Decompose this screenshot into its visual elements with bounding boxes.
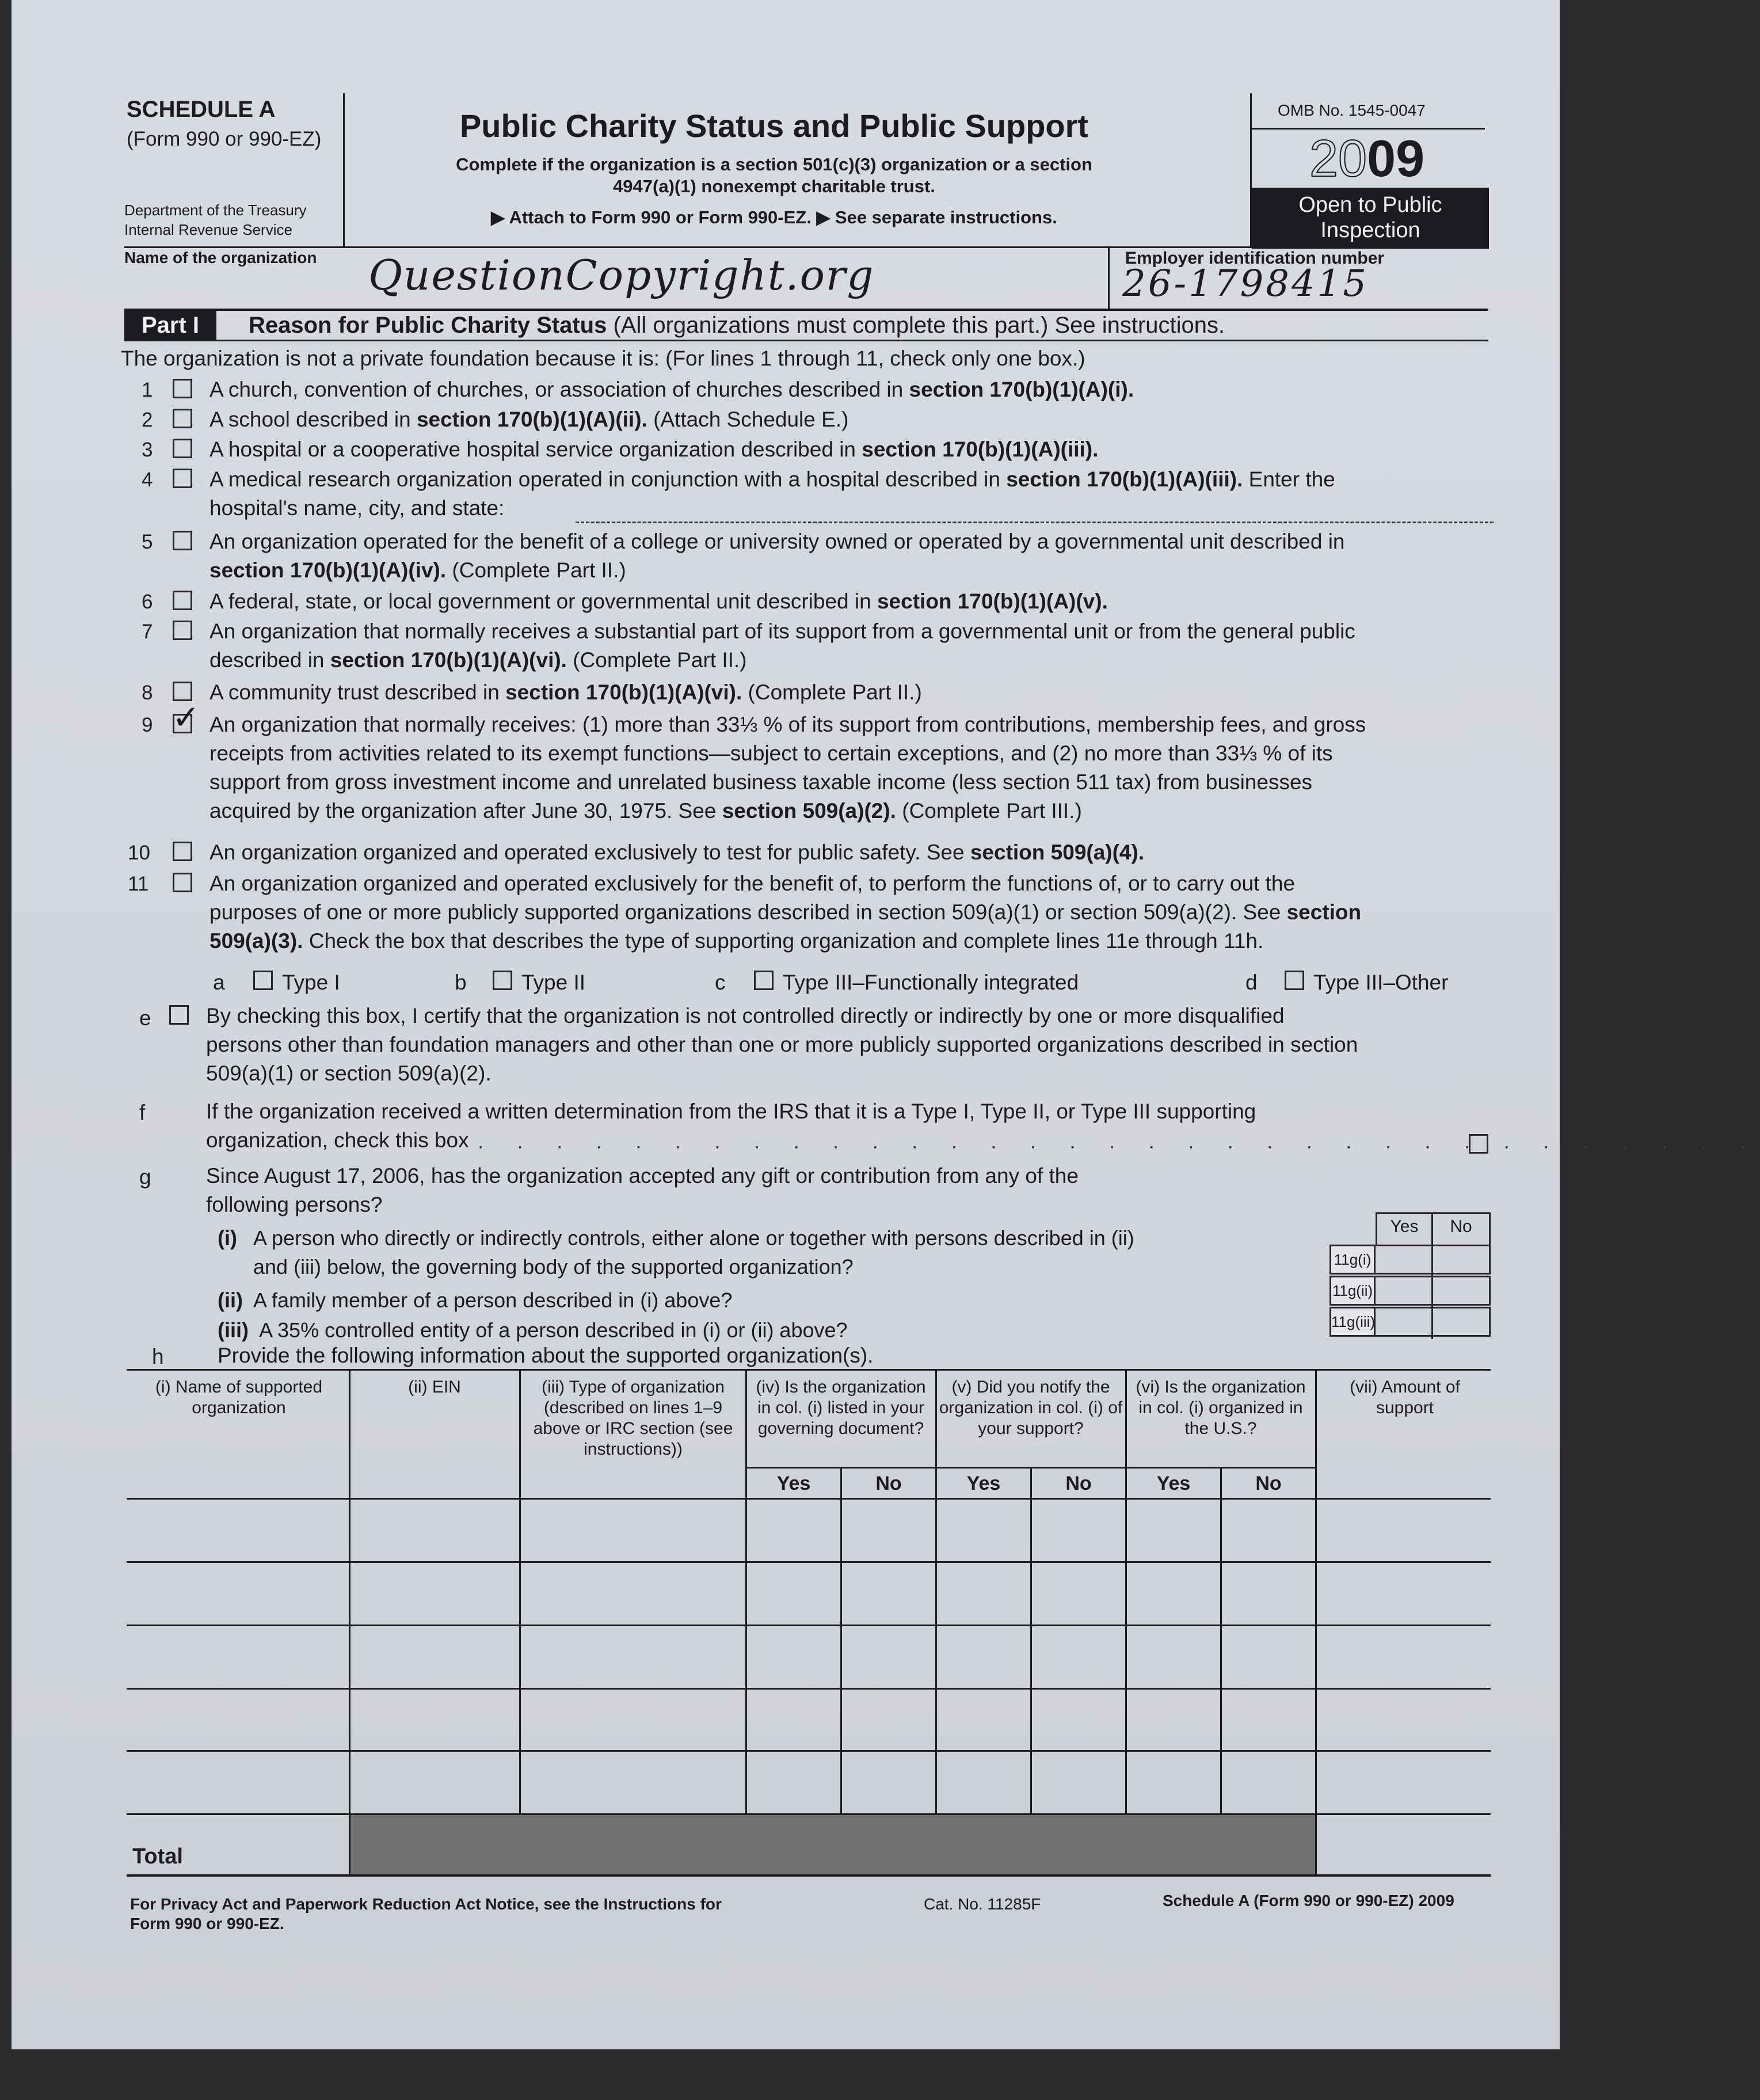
ein-divider — [1108, 246, 1110, 309]
table-row-rule-1 — [127, 1498, 1491, 1500]
attach-instruction: ▶ Attach to Form 990 or Form 990-EZ. ▶ See separate instructions. — [491, 207, 1057, 227]
type-b-label: Type II — [521, 971, 586, 994]
line-2-number: 2 — [142, 409, 153, 431]
line-4-text: A medical research organization operated in conjunction with a hospital described in section 170(b)(1)(A)(iii). Enter the — [209, 467, 1335, 491]
col-ii-header: (ii) EIN — [408, 1378, 461, 1397]
line-g-letter: g — [139, 1165, 151, 1189]
line-e-letter: e — [139, 1006, 151, 1030]
line-9-checkbox[interactable] — [172, 698, 200, 737]
line-10-number: 10 — [128, 842, 150, 864]
omb-number: OMB No. 1545-0047 — [1278, 101, 1426, 119]
tax-year — [1309, 130, 1424, 188]
col-i-header: (i) Name of supported organization — [155, 1378, 323, 1417]
line-8-text: A community trust described in section 170(b)(1)(A)(vi). (Complete Part II.) — [209, 680, 922, 704]
line-g-text-1: Since August 17, 2006, has the organization accepted any gift or contribution from any of the — [206, 1164, 1079, 1188]
table-vline-1 — [349, 1369, 351, 1874]
line-2-checkbox[interactable] — [173, 409, 192, 428]
irs-line: Internal Revenue Service — [124, 221, 292, 238]
total-row-shading — [351, 1815, 1315, 1874]
col-vii-header: (vii) Amount of support — [1350, 1378, 1460, 1417]
tax-year-suffix: 09 — [1367, 130, 1425, 188]
g-3-yes-cell[interactable] — [1376, 1307, 1433, 1337]
line-7-text-cont-1: described in section 170(b)(1)(A)(vi). (Complete Part II.) — [209, 648, 747, 672]
line-8-number: 8 — [142, 682, 153, 704]
g-ref-3: 11g(iii) — [1329, 1307, 1376, 1337]
col-iii-header: (iii) Type of organization (described on lines 1–9 above or IRC section (see instructions)) — [533, 1378, 733, 1459]
type-c-label: Type III–Functionally integrated — [783, 971, 1079, 994]
omb-rule — [1252, 128, 1485, 130]
col-iv-header: (iv) Is the organization in col. (i) listed in your governing document? — [756, 1378, 926, 1438]
col-iv-no: No — [875, 1473, 902, 1494]
line-g-text-2: following persons? — [206, 1193, 383, 1216]
line-5-number: 5 — [142, 531, 153, 553]
part-1-intro: The organization is not a private foundation because it is: (For lines 1 through 11, check only one box.) — [121, 347, 1085, 370]
col-vi-header: (vi) Is the organization in col. (i) organized in the U.S.? — [1136, 1378, 1306, 1438]
ein-field[interactable]: 26-1798415 — [1122, 262, 1369, 305]
line-10-text: An organization organized and operated exclusively to test for public safety. See section 509(a)(4). — [209, 840, 1145, 864]
subtitle-line-2: 4947(a)(1) nonexempt charitable trust. — [613, 176, 935, 196]
table-vline-4 — [935, 1369, 937, 1874]
org-name-label: Name of the organization — [124, 249, 317, 267]
line-f-text-1: If the organization received a written determination from the IRS that it is a Type I, Type II, or Type III supporting — [206, 1100, 1256, 1123]
line-h-letter: h — [152, 1345, 164, 1368]
line-4-checkbox[interactable] — [173, 469, 192, 488]
schedule-footer-reference: Schedule A (Form 990 or 990-EZ) 2009 — [1163, 1892, 1454, 1909]
line-9-text: An organization that normally receives: (1) more than 33⅓ % of its support from contributions, membership fees, and gross — [209, 713, 1366, 736]
line-11-text-cont-1: purposes of one or more publicly supported organizations described in section 509(a)(1) or section 509(a)(2). See section — [209, 900, 1362, 924]
line-9-checkmark: ✓ — [172, 698, 200, 737]
line-g-item-3-numeral: (iii) — [218, 1318, 249, 1342]
ein-label: Employer identification number — [1125, 249, 1385, 268]
line-f-letter: f — [139, 1101, 146, 1124]
table-row-rule-3 — [127, 1625, 1491, 1626]
type-a-label: Type I — [282, 971, 340, 994]
line-9-text-cont-2: support from gross investment income and unrelated business taxable income (less section 511 tax) from businesses — [209, 770, 1313, 794]
line-g-item-3-text: A 35% controlled entity of a person described in (i) or (ii) above? — [259, 1318, 848, 1342]
line-1-checkbox[interactable] — [173, 379, 192, 398]
g-1-yes-cell[interactable] — [1376, 1245, 1433, 1275]
total-label: Total — [132, 1844, 183, 1869]
table-vline-3 — [745, 1369, 747, 1874]
line-9-text-cont-3: acquired by the organization after June 30, 1975. See section 509(a)(2). (Complete Part III.) — [209, 799, 1082, 823]
col-v-no: No — [1065, 1473, 1092, 1494]
line-6-number: 6 — [142, 591, 153, 613]
line-9-text-cont-1: receipts from activities related to its exempt functions—subject to certain exceptions, and (2) no more than 33⅓ % of its — [209, 741, 1333, 765]
col-vi-no: No — [1255, 1473, 1282, 1494]
line-g-item-1-numeral: (i) — [218, 1226, 237, 1250]
tax-year-prefix: 20 — [1309, 130, 1367, 188]
line-7-checkbox[interactable] — [173, 621, 192, 640]
line-e-text-1: By checking this box, I certify that the organization is not controlled directly or indirectly by one or more disqualified — [206, 1004, 1285, 1028]
form-reference: (Form 990 or 990-EZ) — [127, 128, 322, 150]
table-vline-2 — [519, 1369, 521, 1874]
privacy-notice-line-2: Form 990 or 990-EZ. — [130, 1915, 284, 1932]
header-bottom-rule — [124, 246, 1488, 248]
type-d-label: Type III–Other — [1313, 971, 1449, 994]
line-e-text-3: 509(a)(1) or section 509(a)(2). — [206, 1062, 492, 1085]
catalog-number: Cat. No. 11285F — [924, 1895, 1041, 1913]
header-divider-left — [343, 93, 345, 246]
line-g-item-2-numeral: (ii) — [218, 1288, 243, 1312]
line-e-text-2: persons other than foundation managers and other than one or more publicly supported organizations described in section — [206, 1033, 1358, 1056]
line-3-checkbox[interactable] — [173, 439, 192, 458]
table-vline-6 — [1315, 1369, 1317, 1874]
line-f-text-2: organization, check this box — [206, 1128, 469, 1152]
g-3-no-cell[interactable] — [1431, 1307, 1491, 1337]
form-title: Public Charity Status and Public Support — [459, 108, 1089, 144]
line-4-text-cont-1: hospital's name, city, and state: — [209, 496, 505, 520]
line-5-text-cont-1: section 170(b)(1)(A)(iv). (Complete Part II.) — [209, 558, 626, 582]
type-d-checkbox[interactable] — [1285, 971, 1304, 990]
g-no-label: No — [1450, 1217, 1472, 1236]
form-page — [12, 0, 1760, 2049]
part-1-title-rest: (All organizations must complete this part.) See instructions. — [607, 313, 1225, 338]
g-ref-2: 11g(ii) — [1329, 1276, 1376, 1306]
g-2-no-cell[interactable] — [1431, 1276, 1491, 1306]
table-row-rule-4 — [127, 1688, 1491, 1690]
line-6-text: A federal, state, or local government or governmental unit described in section 170(b)(1)(A)(v). — [209, 589, 1108, 613]
type-b-checkbox[interactable] — [493, 971, 512, 990]
table-bottom-rule — [127, 1874, 1491, 1877]
type-d-letter: d — [1245, 971, 1258, 994]
line-11-number: 11 — [128, 873, 149, 895]
part-1-title — [249, 311, 1225, 340]
line-f-checkbox[interactable] — [1469, 1134, 1488, 1154]
line-9-number: 9 — [142, 714, 153, 736]
col-vi-yes: Yes — [1156, 1473, 1191, 1494]
line-11-text-cont-2: 509(a)(3). Check the box that describes the type of supporting organization and complete lines 11e through 11h. — [209, 929, 1264, 953]
department-line: Department of the Treasury — [124, 201, 307, 219]
g-2-yes-cell[interactable] — [1376, 1276, 1433, 1306]
part-1-tag: Part I — [124, 311, 216, 340]
line-7-text: An organization that normally receives a substantial part of its support from a governmental unit or from the general public — [209, 619, 1355, 643]
line-e-checkbox[interactable] — [169, 1005, 189, 1025]
open-to-public-line-1: Open to Public — [1298, 193, 1442, 217]
schedule-label: SCHEDULE A — [127, 97, 276, 122]
line-5-checkbox[interactable] — [173, 531, 192, 550]
type-c-checkbox[interactable] — [754, 971, 774, 990]
type-a-checkbox[interactable] — [253, 971, 273, 990]
line-10-checkbox[interactable] — [173, 842, 192, 861]
hospital-name-field[interactable] — [576, 522, 1494, 523]
table-row-rule-5 — [127, 1750, 1491, 1752]
col-v-header: (v) Did you notify the organization in col. (i) of your support? — [939, 1378, 1123, 1438]
line-2-text: A school described in section 170(b)(1)(A)(ii). (Attach Schedule E.) — [209, 408, 849, 431]
line-g-item-1-text: A person who directly or indirectly controls, either alone or together with persons described in (ii) — [253, 1226, 1134, 1250]
org-name-field[interactable]: QuestionCopyright.org — [368, 251, 875, 299]
open-to-public-line-2: Inspection — [1320, 218, 1420, 242]
table-row-rule-2 — [127, 1561, 1491, 1563]
line-11-text: An organization organized and operated exclusively for the benefit of, to perform the functions of, or to carry out the — [209, 872, 1296, 895]
g-ref-1: 11g(i) — [1329, 1245, 1376, 1275]
line-11-checkbox[interactable] — [173, 873, 192, 892]
line-4-number: 4 — [142, 469, 153, 491]
line-1-number: 1 — [142, 379, 153, 401]
line-5-text: An organization operated for the benefit of a college or university owned or operated by a governmental unit described in — [209, 530, 1345, 553]
line-h-text: Provide the following information about the supported organization(s). — [218, 1344, 874, 1367]
line-3-number: 3 — [142, 439, 153, 461]
part-1-rule — [124, 340, 1488, 341]
part-1-title-bold: Reason for Public Charity Status — [249, 313, 607, 338]
subtitle-line-1: Complete if the organization is a section 501(c)(3) organization or a section — [456, 154, 1092, 174]
col-iv-yes: Yes — [776, 1473, 811, 1494]
g-yes-label: Yes — [1390, 1217, 1419, 1236]
g-1-no-cell[interactable] — [1431, 1245, 1491, 1275]
line-7-number: 7 — [142, 621, 153, 643]
line-g-item-2-text: A family member of a person described in (i) above? — [253, 1288, 733, 1312]
line-3-text: A hospital or a cooperative hospital service organization described in section 170(b)(1)(A)(iii). — [209, 438, 1099, 461]
line-6-checkbox[interactable] — [173, 591, 192, 610]
privacy-notice-line-1: For Privacy Act and Paperwork Reduction Act Notice, see the Instructions for — [130, 1895, 722, 1913]
line-f-leader-dots: . . . . . . . . . . . . . . . . . . . . . . . . . . . . . . . . . — [478, 1129, 1760, 1153]
col-v-yes: Yes — [966, 1473, 1001, 1494]
line-g-item-1-text-cont: and (iii) below, the governing body of the supported organization? — [253, 1255, 854, 1279]
table-vline-5 — [1125, 1369, 1127, 1874]
table-top-rule — [127, 1369, 1491, 1371]
open-to-public-badge — [1252, 188, 1489, 249]
line-1-text: A church, convention of churches, or association of churches described in section 170(b)(1)(A)(i). — [209, 378, 1134, 401]
type-a-letter: a — [213, 971, 225, 994]
yes-no-subheader-rule — [745, 1467, 1317, 1469]
type-b-letter: b — [455, 971, 467, 994]
type-c-letter: c — [715, 971, 726, 994]
